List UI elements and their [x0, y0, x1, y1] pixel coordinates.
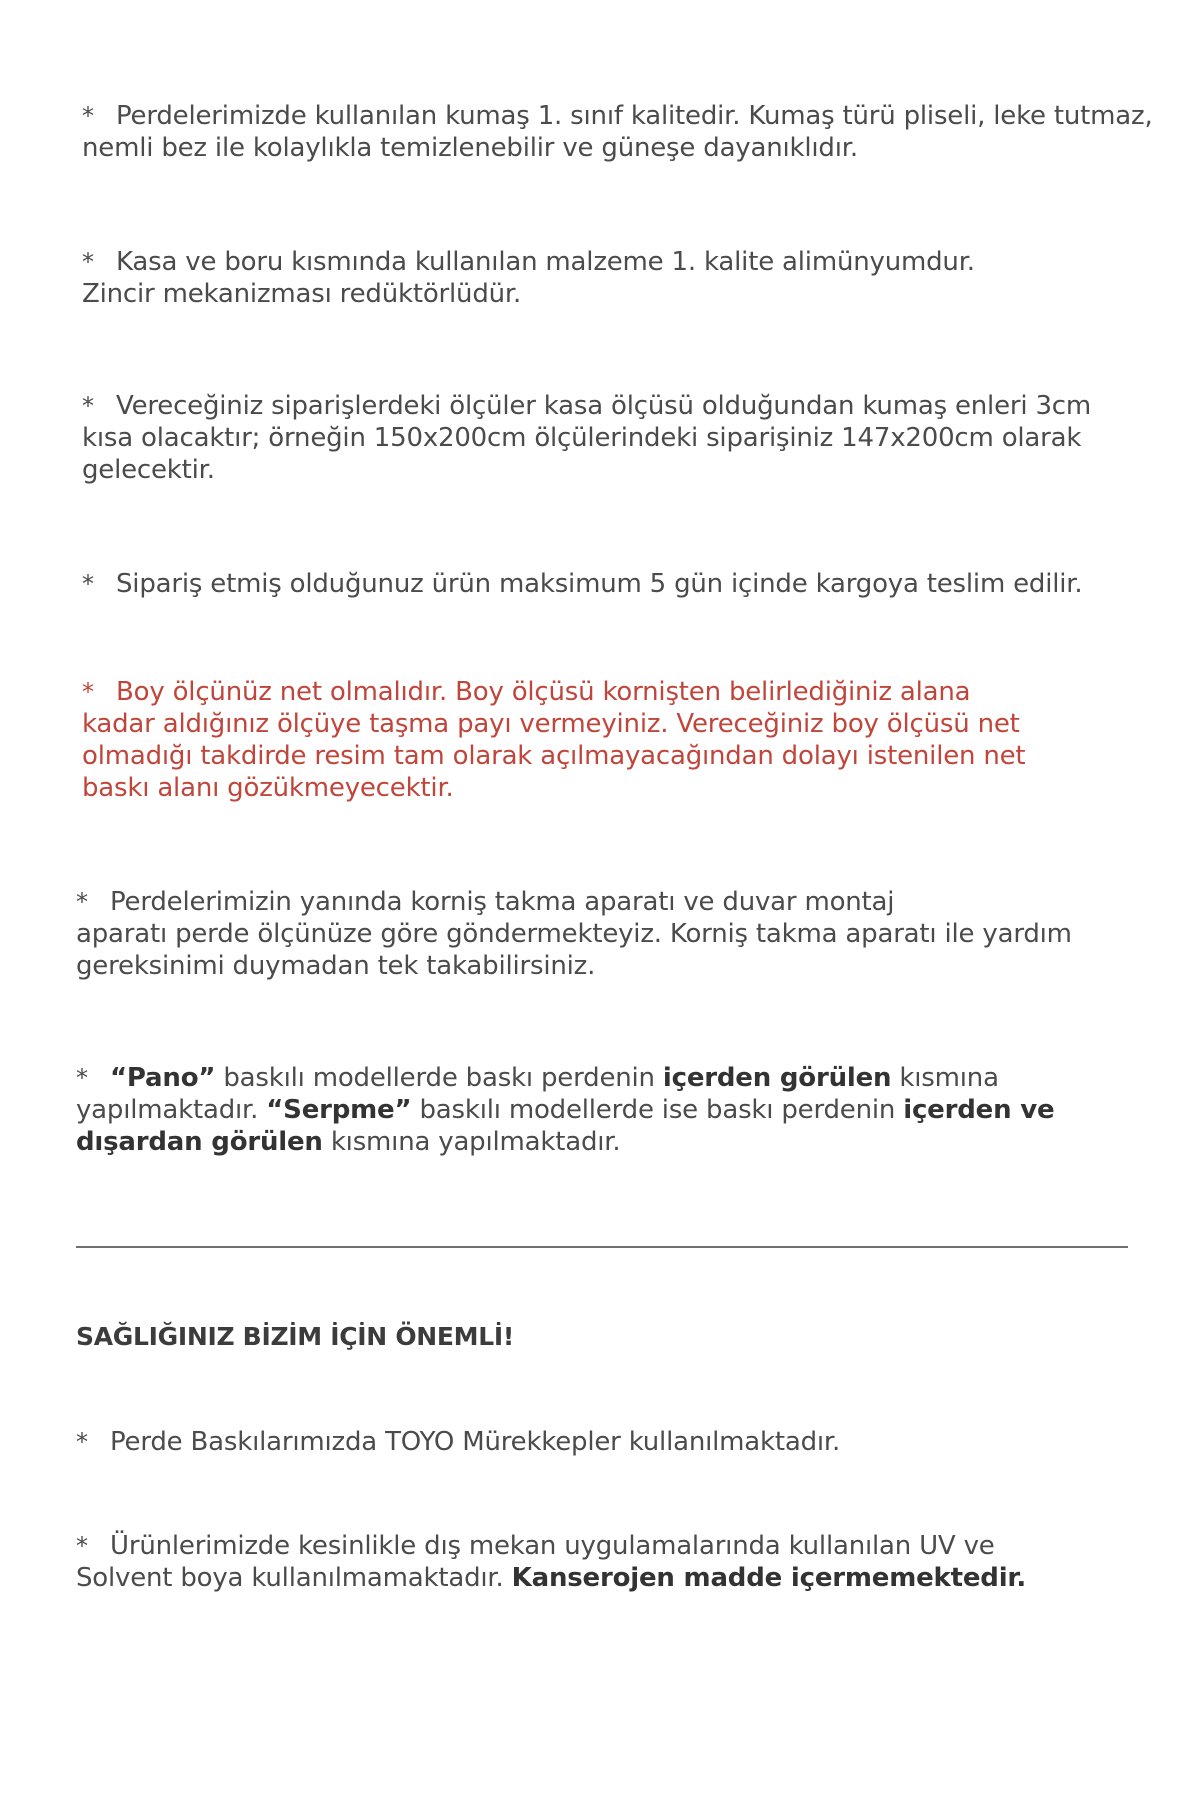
print-text-3: yapılmaktadır.	[76, 1095, 267, 1125]
carcinogen-free-label: Kanserojen madde içermemektedir.	[511, 1563, 1027, 1593]
warning-line-2: kadar aldığınız ölçüye taşma payı vermeyiniz. Vereceğiniz boy ölçüsü net	[82, 709, 1020, 739]
health-solvent-info	[76, 1530, 1026, 1594]
info-frame-material	[82, 246, 975, 310]
info-fabric-quality	[82, 100, 1153, 164]
pano-label: “Pano”	[110, 1063, 216, 1093]
warning-line-3: olmadığı takdirde resim tam olarak açılmayacağından dolayı istenilen net	[82, 741, 1026, 771]
disardan-label: dışardan görülen	[76, 1127, 323, 1157]
icerden-ve-label: içerden ve	[903, 1095, 1055, 1125]
shipping-line-1: Sipariş etmiş olduğunuz ürün maksimum 5 gün içinde kargoya teslim edilir.	[116, 569, 1083, 599]
bullet-asterisk: *	[82, 678, 94, 706]
mounting-line-1: Perdelerimizin yanında korniş takma aparatı ve duvar montaj	[110, 887, 895, 917]
bullet-asterisk: *	[76, 1428, 88, 1456]
frame-line-1: Kasa ve boru kısmında kullanılan malzeme 1. kalite alimünyumdur.	[116, 247, 975, 277]
bullet-asterisk: *	[76, 1064, 88, 1092]
ink-line: Perde Baskılarımızda TOYO Mürekkepler kullanılmaktadır.	[110, 1427, 841, 1457]
fabric-line-2: nemli bez ile kolaylıkla temizlenebilir ve güneşe dayanıklıdır.	[82, 133, 858, 163]
serpme-label: “Serpme”	[266, 1095, 412, 1125]
bullet-asterisk: *	[76, 1532, 88, 1560]
frame-line-2: Zincir mekanizması redüktörlüdür.	[82, 279, 522, 309]
fabric-line-1: Perdelerimizde kullanılan kumaş 1. sınıf kalitedir. Kumaş türü pliseli, leke tutmaz,	[116, 101, 1153, 131]
icerden-label: içerden görülen	[662, 1063, 892, 1093]
warning-line-1: Boy ölçünüz net olmalıdır. Boy ölçüsü kornişten belirlediğiniz alana	[116, 677, 971, 707]
health-ink-info	[76, 1426, 840, 1458]
solvent-line-1: Ürünlerimizde kesinlikle dış mekan uygulamalarında kullanılan UV ve	[110, 1531, 995, 1561]
section-divider	[76, 1246, 1128, 1248]
print-text-1: baskılı modellerde baskı perdenin	[215, 1063, 663, 1093]
bullet-asterisk: *	[82, 102, 94, 130]
info-print-types	[76, 1062, 1054, 1158]
print-text-4: baskılı modellerde ise baskı perdenin	[411, 1095, 904, 1125]
solvent-line-2: Solvent boya kullanılmamaktadır.	[76, 1563, 512, 1593]
measure-line-1: Vereceğiniz siparişlerdeki ölçüler kasa ölçüsü olduğundan kumaş enleri 3cm	[116, 391, 1092, 421]
measure-line-3: gelecektir.	[82, 455, 215, 485]
mounting-line-3: gereksinimi duymadan tek takabilirsiniz.	[76, 951, 596, 981]
bullet-asterisk: *	[76, 888, 88, 916]
info-mounting-apparatus	[76, 886, 1072, 982]
bullet-asterisk: *	[82, 248, 94, 276]
warning-line-4: baskı alanı gözükmeyecektir.	[82, 773, 454, 803]
info-shipping	[82, 568, 1082, 600]
info-measurements	[82, 390, 1091, 486]
print-text-2: kısmına	[891, 1063, 999, 1093]
health-heading: SAĞLIĞINIZ BİZİM İÇİN ÖNEMLİ!	[76, 1322, 514, 1351]
bullet-asterisk: *	[82, 392, 94, 420]
bullet-asterisk: *	[82, 570, 94, 598]
measure-line-2: kısa olacaktır; örneğin 150x200cm ölçülerindeki siparişiniz 147x200cm olarak	[82, 423, 1082, 453]
warning-length-measurement	[82, 676, 1025, 804]
mounting-line-2: aparatı perde ölçünüze göre göndermekteyiz. Korniş takma aparatı ile yardım	[76, 919, 1072, 949]
print-text-5: kısmına yapılmaktadır.	[322, 1127, 621, 1157]
